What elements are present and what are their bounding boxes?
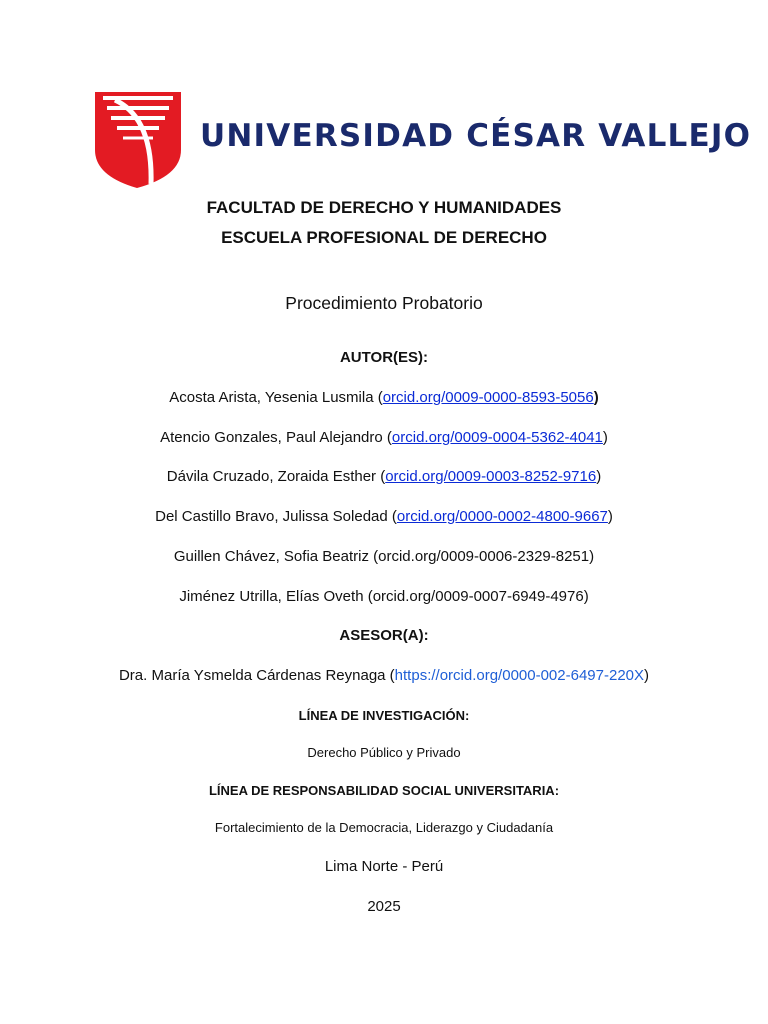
social-line-label: LÍNEA DE RESPONSABILIDAD SOCIAL UNIVERSITARIA: — [208, 783, 560, 798]
place: Lima Norte - Perú — [324, 858, 444, 875]
document-title: Procedimiento Probatorio — [285, 293, 483, 313]
author-paren: ) — [607, 508, 613, 525]
author-paren: ) — [593, 389, 599, 406]
advisor-prefix: Dra. — [118, 667, 152, 684]
advisor-paren: ) — [644, 667, 650, 684]
advisor-orcid-link[interactable]: https://orcid.org/0000-002-6497-220X — [394, 667, 645, 684]
social-line: Fortalecimiento de la Democracia, Liderazgo y Ciudadanía — [214, 820, 554, 835]
author-paren: ) — [596, 468, 602, 485]
university-logo — [93, 88, 752, 190]
orcid-link[interactable]: orcid.org/0009-0004-5362-4041 — [391, 429, 603, 446]
advisor-line — [0, 667, 768, 684]
faculty-heading: FACULTAD DE DERECHO Y HUMANIDADES — [206, 198, 562, 217]
author-name: Dávila Cruzado, Zoraida Esther ( — [166, 468, 386, 485]
authors-label: AUTOR(ES): — [339, 349, 429, 366]
university-name: UNIVERSIDAD CÉSAR VALLEJO — [200, 118, 752, 154]
author-line — [0, 508, 768, 525]
year: 2025 — [367, 898, 401, 915]
author-line — [0, 389, 768, 406]
research-line-label: LÍNEA DE INVESTIGACIÓN: — [298, 708, 470, 723]
orcid-link[interactable]: orcid.org/0009-0000-8593-5056 — [382, 389, 594, 406]
orcid-link[interactable]: orcid.org/0000-0002-4800-9667 — [396, 508, 608, 525]
advisor-name: María Ysmelda Cárdenas Reynaga ( — [151, 667, 395, 684]
shield-logo-icon — [93, 88, 185, 190]
advisor-label: ASESOR(A): — [339, 627, 429, 644]
author-name: Acosta Arista, Yesenia Lusmila ( — [169, 389, 383, 406]
author-paren: ) — [602, 429, 608, 446]
author-line: Jiménez Utrilla, Elías Oveth (orcid.org/0009-0007-6949-4976) — [179, 588, 589, 605]
author-line — [0, 468, 768, 485]
author-name: Atencio Gonzales, Paul Alejandro ( — [160, 429, 392, 446]
research-line: Derecho Público y Privado — [307, 745, 461, 760]
orcid-link[interactable]: orcid.org/0009-0003-8252-9716 — [385, 468, 597, 485]
author-line — [0, 429, 768, 446]
author-line: Guillen Chávez, Sofia Beatriz (orcid.org/0009-0006-2329-8251) — [173, 548, 595, 565]
school-heading: ESCUELA PROFESIONAL DE DERECHO — [221, 228, 547, 247]
author-name: Del Castillo Bravo, Julissa Soledad ( — [155, 508, 397, 525]
